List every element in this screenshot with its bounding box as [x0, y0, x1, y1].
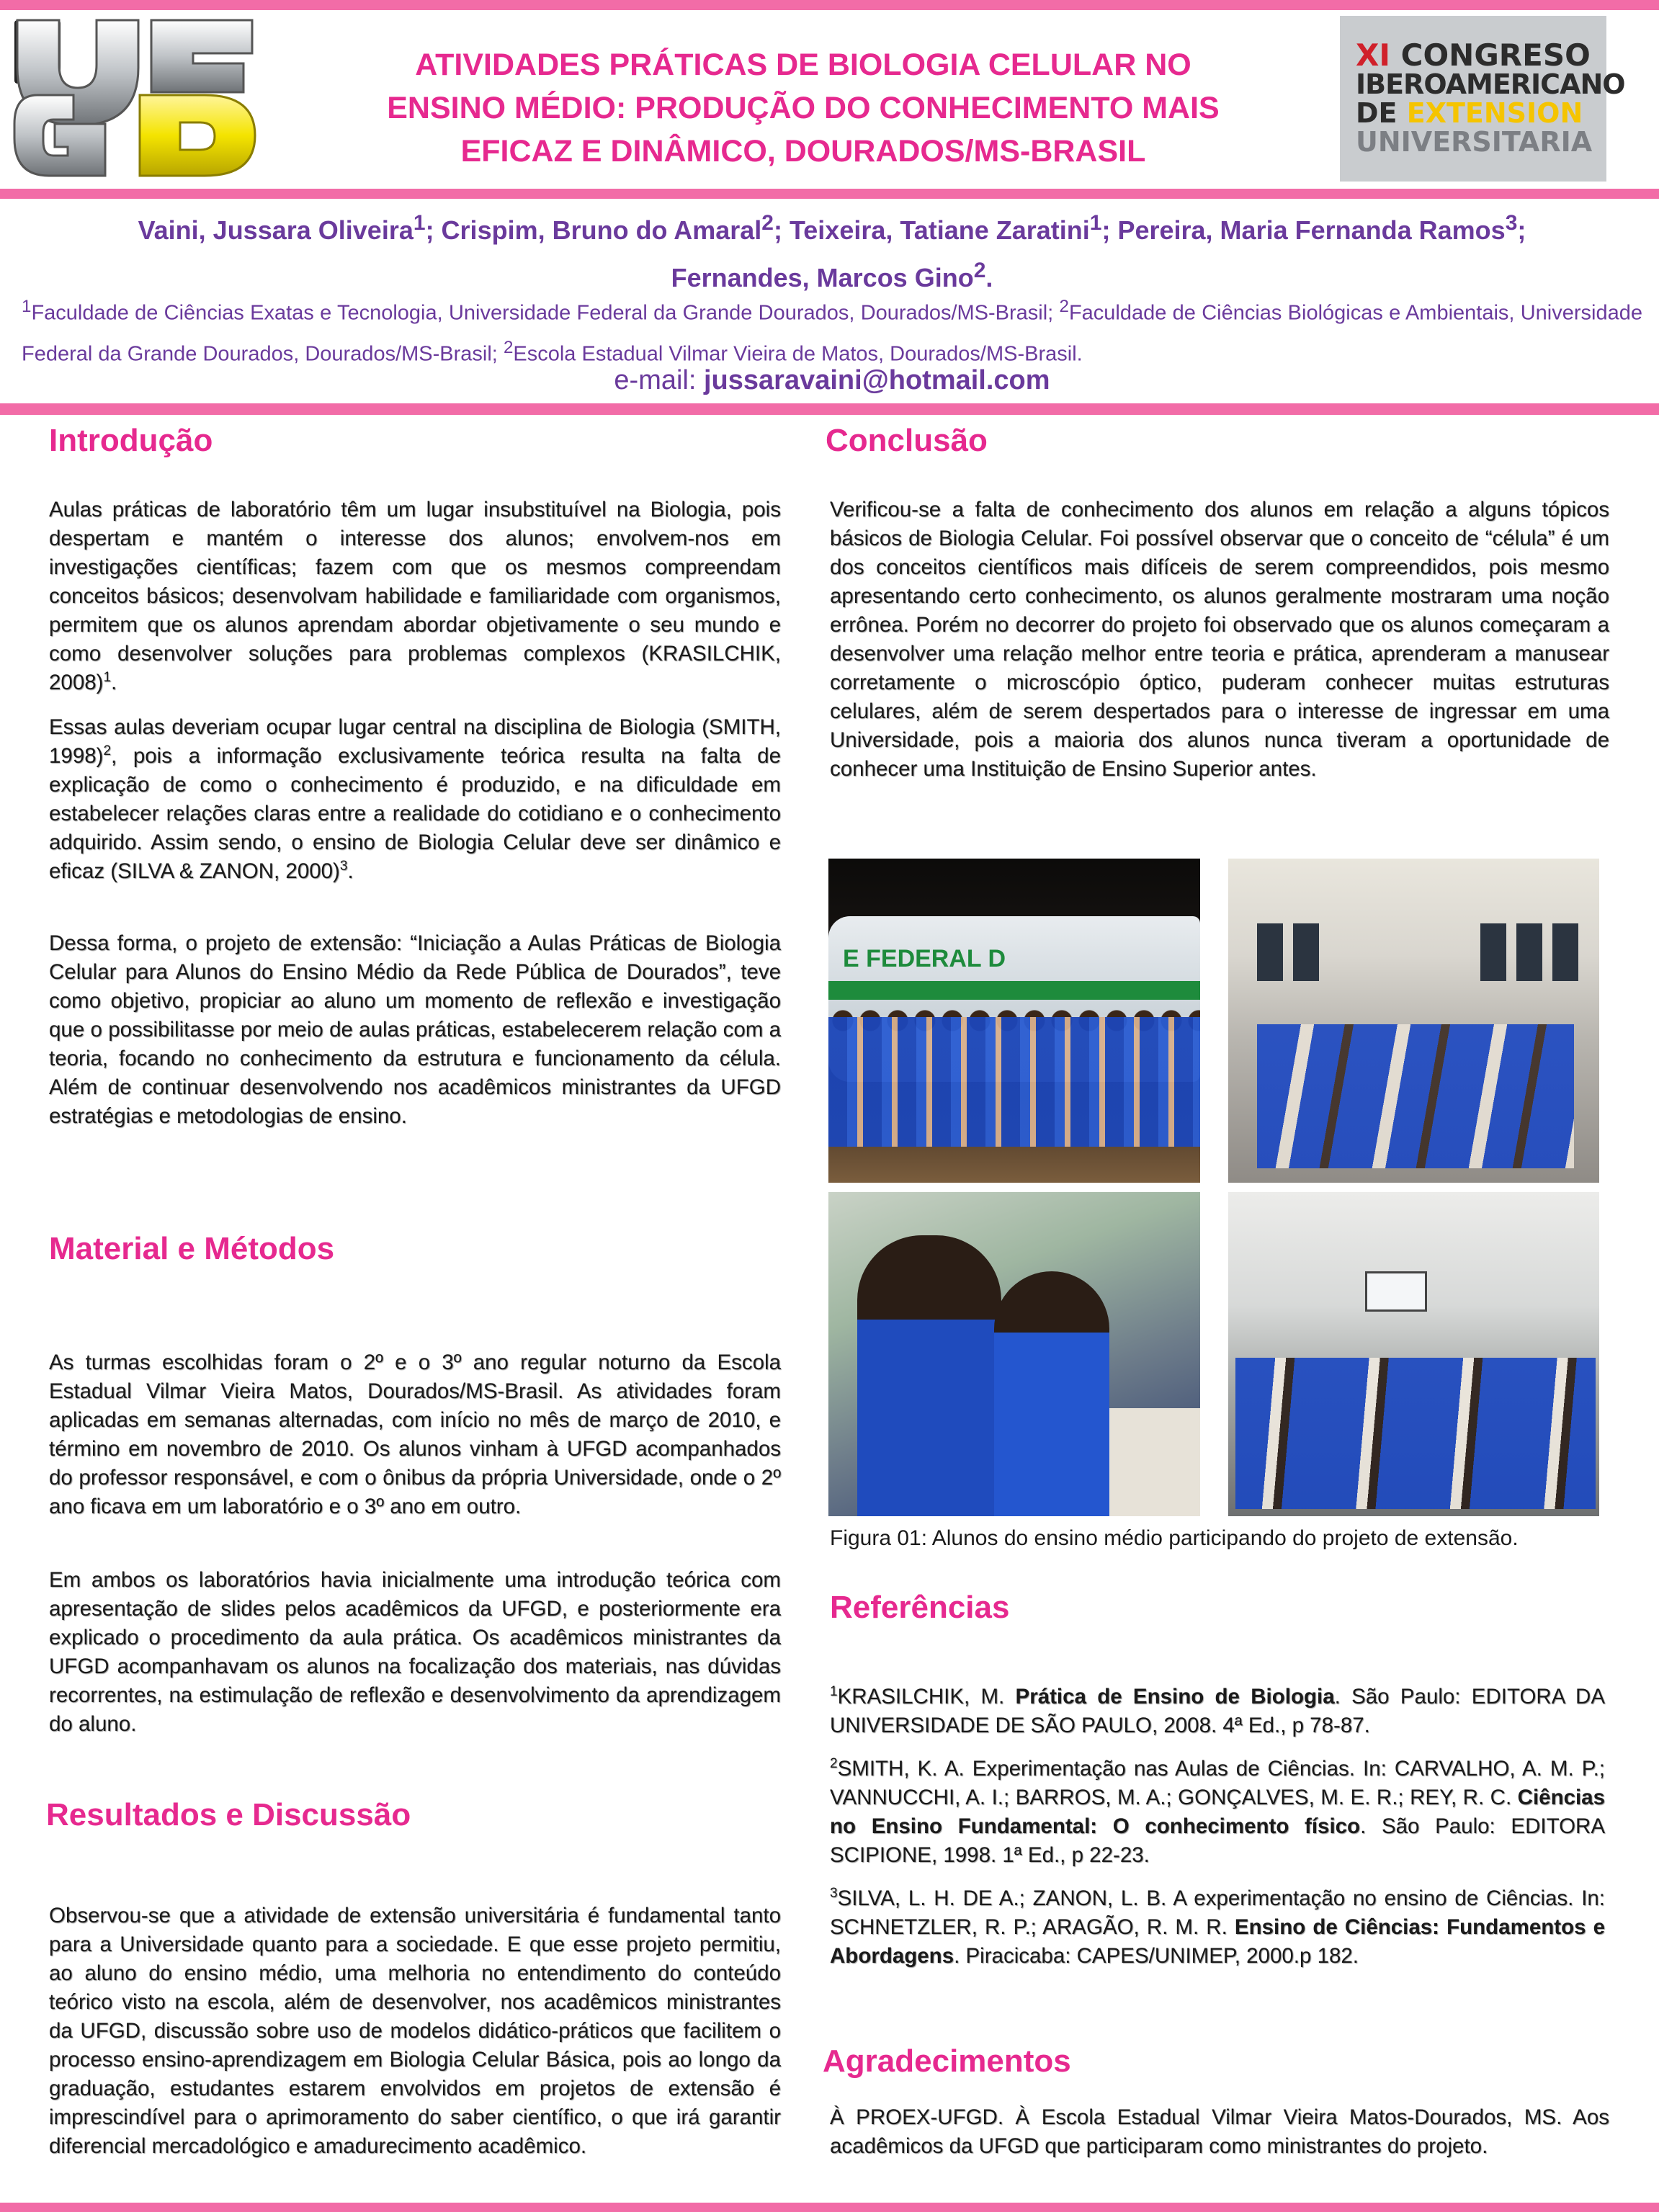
agradecimentos-heading: Agradecimentos: [823, 2043, 1071, 2079]
introducao-paragraph: Aulas práticas de laboratório têm um lugar insubstituível na Biologia, pois despertam e mantém o interesse dos alunos; envolvem-nos em investigações científicas; fazem com que os mesmos compreendam conceitos básicos; desenvolvam habilidade e familiaridade com organismos, permitem que os alunos aprendam abordar objetivamente o seu mundo e como desenvolver soluções para problemas complexos (KRASILCHIK, 2008)$^1$.: [49, 498, 781, 694]
material-heading: Material e Métodos: [49, 1231, 335, 1266]
author-sup: 2: [761, 211, 774, 235]
author: Vaini, Jussara Oliveira: [138, 215, 413, 245]
resultados-paragraph: Observou-se que a atividade de extensão universitária é fundamental tanto para a Universidade quanto para a sociedade. E que esse projeto permitiu, ao aluno do ensino médio, uma melhoria no entendimento do conteúdo teórico visto na escola, além de desenvolver, nos acadêmicos ministrantes da UFGD, discussão sobre uso de modelos didático-práticos que facilitem o processo ensino-aprendizagem em Biologia Celular Básica, pois ao longo da graduação, estudantes estarem envolvidos em projetos de extensão é imprescindível para o aprimoramento do saber científico, o que irá garantir diferencial mercadológico e amadurecimento acadêmico.: [49, 1904, 781, 2158]
congress-logo: [1340, 16, 1625, 182]
reference-item: $^1$KRASILCHIK, M. Prática de Ensino de Biologia. São Paulo: EDITORA DA UNIVERSIDADE DE SÃO PAULO, 2008. 4ª Ed., p 78-87.: [830, 1684, 1606, 1737]
authors: [22, 203, 1642, 298]
introducao-paragraph: Essas aulas deveriam ocupar lugar central na disciplina de Biologia (SMITH, 1998)$^2$, pois a informação exclusivamente teórica resulta na falta de explicação de como o conhecimento é produzido, e na dificuldade em estabelecer relações claras entre a realidade do cotidiano e o conhecimento adquirido. Assim sendo, o ensino de Biologia Celular deve ser dinâmico e eficaz (SILVA & ZANON, 2000)$^3$.: [49, 715, 781, 883]
material-paragraph: Em ambos os laboratórios havia inicialmente uma introdução teórica com apresentação de slides pelos acadêmicos da UFGD, e posteriormente era explicado o procedimento da aula prática. Os acadêmicos ministrantes da UFGD acompanhavam os alunos na focalização dos materiais, nas dúvidas recorrentes, na estimulação de reflexão e desenvolvimento da aprendizagem do aluno.: [49, 1568, 781, 1736]
congress-word: CONGRESO: [1390, 37, 1591, 73]
author-sep: ;: [1517, 215, 1526, 245]
affil-sup: 1: [22, 297, 32, 316]
author: ; Teixeira, Tatiane Zaratini: [773, 215, 1090, 245]
introducao-heading: Introdução: [49, 423, 213, 458]
email-divider: [0, 403, 1659, 415]
author-sup: 1: [413, 211, 426, 235]
photo-students-bus: [828, 859, 1200, 1183]
bus-label: E FEDERAL D: [843, 945, 1006, 972]
material-paragraph: As turmas escolhidas foram o 2º e o 3º ano regular noturno da Escola Estadual Vilmar Vieira Matos, Dourados/MS-Brasil. As atividades foram aplicadas em semanas alternadas, com início no mês de março de 2010, e término em novembro de 2010. Os alunos vinham à UFGD acompanhados do professor responsável, e com o ônibus da própria Universidade, onde o 2º ano ficava em um laboratório e o 3º ano em outro.: [49, 1351, 781, 1518]
conclusao-heading: Conclusão: [826, 423, 988, 458]
poster-title: [288, 43, 1318, 173]
affil-sup: 2: [1059, 297, 1069, 316]
congress-ibero: IBEROAMERICANO: [1356, 68, 1625, 100]
title-line: EFICAZ E DINÂMICO, DOURADOS/MS-BRASIL: [460, 134, 1146, 169]
agradecimentos-paragraph: À PROEX-UFGD. À Escola Estadual Vilmar Vieira Matos-Dourados, MS. Aos acadêmicos da UFGD que participaram como ministrantes do projeto.: [830, 2105, 1609, 2158]
congress-roman: XI: [1356, 37, 1391, 73]
affiliations: [22, 290, 1642, 371]
author-sup: 2: [973, 259, 986, 282]
author: Fernandes, Marcos Gino: [671, 263, 974, 292]
title-line: ENSINO MÉDIO: PRODUÇÃO DO CONHECIMENTO MAIS: [387, 91, 1220, 125]
congress-de: DE: [1356, 97, 1407, 129]
top-bar: [0, 0, 1659, 10]
resultados-heading: Resultados e Discussão: [46, 1797, 411, 1832]
introducao-paragraph: Dessa forma, o projeto de extensão: “Iniciação a Aulas Práticas de Biologia Celular para Alunos do Ensino Médio da Rede Pública de Dourados”, teve como objetivo, propiciar ao aluno um momento de reflexão e investigação que o possibilitasse por meio de aulas práticas, estabelecerem relação com a teoria, focando no conhecimento da estrutura e funcionamento da célula. Além de continuar desenvolvendo nos acadêmicos ministrantes da UFGD estratégias e metodologias de ensino.: [49, 931, 781, 1128]
congress-universitaria: UNIVERSITARIA: [1356, 126, 1593, 158]
author-sup: 1: [1089, 211, 1102, 235]
photo-students-experiment: [828, 1192, 1200, 1516]
header-divider: [0, 189, 1659, 199]
author-sep: .: [985, 263, 993, 292]
affiliation: Escola Estadual Vilmar Vieira de Matos, Dourados/MS-Brasil.: [513, 342, 1083, 366]
reference-item: $^2$SMITH, K. A. Experimentação nas Aulas de Ciências. In: CARVALHO, A. M. P.; VANNUCCHI, A. I.; BARROS, M. A.; GONÇALVES, M. E. R.; REY, R. C. Ciências no Ensino Fundamental: O conhecimento físico. São Paulo: EDITORA SCIPIONE, 1998. 1ª Ed., p 22-23.: [830, 1756, 1605, 1867]
ufgd-logo: [10, 14, 262, 180]
author-sup: 3: [1505, 211, 1518, 235]
affiliation: Faculdade de Ciências Exatas e Tecnologia, Universidade Federal da Grande Dourados, Dourados/MS-Brasil;: [31, 301, 1060, 325]
figure-caption: Figura 01: Alunos do ensino médio participando do projeto de extensão.: [830, 1526, 1519, 1550]
bottom-bar: [0, 2203, 1659, 2212]
photo-lab-microscopes: [1228, 1192, 1599, 1516]
affil-sup: 2: [503, 337, 514, 357]
referencias-heading: Referências: [830, 1590, 1010, 1625]
title-line: ATIVIDADES PRÁTICAS DE BIOLOGIA CELULAR NO: [415, 48, 1191, 82]
contact-email: [22, 362, 1642, 399]
photo-lab-class: [1228, 859, 1599, 1183]
affiliation: Faculdade de Ciências Biológicas e Ambientais, Universidade Federal da Grande Dourados, Dourados/MS-Brasil;: [22, 301, 1642, 366]
reference-item: $^3$SILVA, L. H. DE A.; ZANON, L. B. A experimentação no ensino de Ciências. In: SCHNETZLER, R. P.; ARAGÃO, R. M. R. Ensino de Ciências: Fundamentos e Abordagens. Piracicaba: CAPES/UNIMEP, 2000.p 182.: [830, 1886, 1605, 1968]
congress-extension: EXTENSION: [1406, 97, 1583, 129]
author: ; Crispim, Bruno do Amaral: [425, 215, 762, 245]
email-label: e-mail:: [614, 365, 704, 395]
email-address[interactable]: jussaravaini@hotmail.com: [704, 365, 1050, 395]
conclusao-paragraph: Verificou-se a falta de conhecimento dos alunos em relação a alguns tópicos básicos de Biologia Celular. Foi possível observar que o conceito de “célula” é um dos conceitos científicos mais difíceis de serem compreendidos, pois mesmo apresentando certo conhecimento, os alunos geralmente mostraram uma noção errônea. Porém no decorrer do projeto foi observado que os alunos começaram a desenvolver uma relação melhor entre teoria e prática, aprenderam a manusear corretamente o microscópio óptico, puderam conhecer muitas estruturas celulares, além de serem despertados para o interesse de ingressar em uma Universidade, pois a maioria dos alunos nunca tiveram a oportunidade de conhecer uma Instituição de Ensino Superior antes.: [830, 498, 1609, 781]
author: ; Pereira, Maria Fernanda Ramos: [1101, 215, 1506, 245]
